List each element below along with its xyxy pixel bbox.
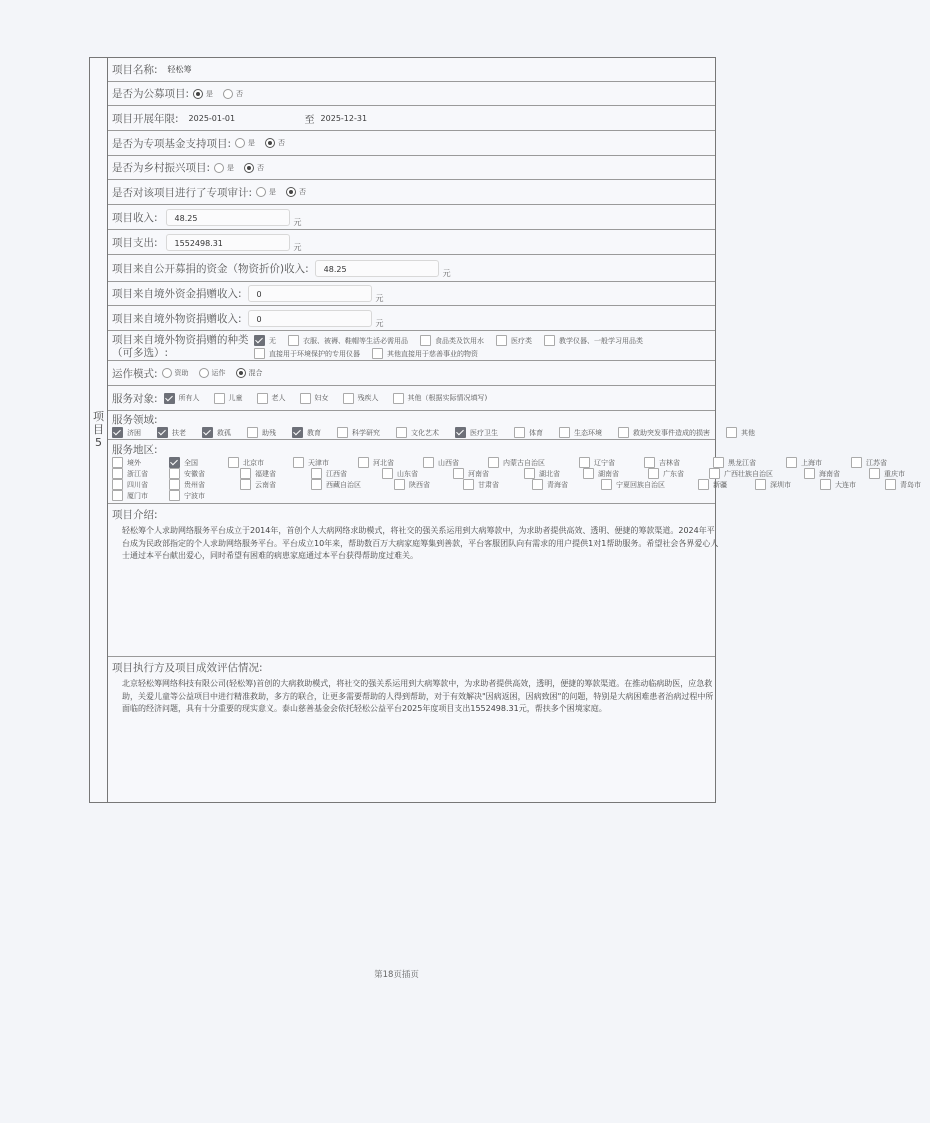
- checkbox[interactable]: [112, 479, 123, 490]
- unit-label: 元: [375, 294, 384, 303]
- checkbox-label: 湖南省: [598, 469, 619, 478]
- checkbox-label: 宁夏回族自治区: [616, 480, 665, 489]
- overseas-fund-label: 项目来自境外资金捐赠收入:: [112, 288, 242, 300]
- checkbox-label: 其他直接用于慈善事业的物资: [387, 349, 478, 358]
- checkbox[interactable]: [247, 427, 258, 438]
- checkbox-item[interactable]: [490, 335, 538, 346]
- side-char: 目: [93, 423, 104, 436]
- option-label: 是: [206, 89, 214, 98]
- checkbox-label: 教育: [307, 428, 321, 437]
- checkbox-label: 辽宁省: [594, 458, 615, 467]
- checkbox[interactable]: [169, 457, 180, 468]
- checkbox-label: 其他: [741, 428, 755, 437]
- checkbox-label: 吉林省: [659, 458, 680, 467]
- checkbox-label: 救孤: [217, 428, 231, 437]
- checkbox-label: 新疆: [713, 480, 727, 489]
- checkbox[interactable]: [532, 479, 543, 490]
- checkbox-item[interactable]: [163, 479, 234, 490]
- side-char: 5: [95, 436, 102, 449]
- checkbox[interactable]: [157, 427, 168, 438]
- checkbox-item[interactable]: [749, 479, 814, 490]
- checkbox[interactable]: [300, 393, 311, 404]
- introduction-label: 项目介绍:: [112, 509, 158, 521]
- checkbox[interactable]: [358, 457, 369, 468]
- checkbox-item[interactable]: [612, 427, 720, 438]
- income-label: 项目收入:: [112, 211, 158, 224]
- checkbox-item[interactable]: [158, 393, 208, 404]
- period-end[interactable]: 2025-12-31: [320, 113, 368, 123]
- checkbox-item[interactable]: [390, 427, 449, 438]
- checkbox-item[interactable]: [388, 479, 457, 490]
- checkbox-label: 医疗卫生: [470, 428, 498, 437]
- checkbox-item[interactable]: [482, 457, 573, 468]
- row-service-fields: [108, 411, 755, 440]
- project-form-table: [89, 57, 921, 803]
- checkbox-item[interactable]: [845, 457, 896, 468]
- checkbox-label: 江苏省: [866, 458, 887, 467]
- checkbox[interactable]: [851, 457, 862, 468]
- checkbox-label: 浙江省: [127, 469, 148, 478]
- checkbox-item[interactable]: [707, 457, 780, 468]
- checkbox-label: 文化艺术: [411, 428, 439, 437]
- checkbox[interactable]: [393, 393, 404, 404]
- checkbox[interactable]: [343, 393, 354, 404]
- checkbox[interactable]: [372, 348, 383, 359]
- checkbox-label: 陕西省: [409, 480, 430, 489]
- checkbox-item[interactable]: [553, 427, 612, 438]
- checkbox-label: 云南省: [255, 480, 276, 489]
- checkbox-item[interactable]: [248, 348, 366, 359]
- period-separator: 至: [304, 114, 315, 126]
- checkbox-item[interactable]: [387, 393, 488, 404]
- checkbox-label: 其他（根据实际情况填写): [407, 394, 488, 402]
- checkbox[interactable]: [214, 393, 225, 404]
- overseas-material-label: 项目来自境外物资捐赠收入:: [112, 312, 242, 325]
- checkbox-item[interactable]: [163, 468, 234, 479]
- checkbox-item[interactable]: [241, 427, 286, 438]
- checkbox-item[interactable]: [337, 393, 387, 404]
- checkbox-item[interactable]: [414, 335, 490, 346]
- checkbox-label: 上海市: [801, 458, 822, 467]
- checkbox[interactable]: [648, 468, 659, 479]
- row-income: [108, 205, 715, 230]
- public-fundraising-no-radio[interactable]: [223, 89, 233, 99]
- checkbox-item[interactable]: [577, 468, 642, 479]
- checkbox-item[interactable]: [538, 335, 643, 346]
- mode-funding-radio[interactable]: [162, 368, 172, 378]
- checkbox-item[interactable]: [447, 468, 518, 479]
- checkbox-item[interactable]: [703, 468, 798, 479]
- checkbox[interactable]: [804, 468, 815, 479]
- checkbox-label: 医疗类: [511, 336, 532, 345]
- checkbox-label: 助残: [262, 428, 276, 437]
- option-label: 否: [257, 163, 265, 172]
- checkbox[interactable]: [579, 457, 590, 468]
- checkbox-item[interactable]: [879, 479, 930, 490]
- operation-mode-label: 运作模式:: [112, 367, 158, 380]
- option-label: 是: [227, 163, 235, 172]
- checkbox-label: 宁波市: [184, 491, 205, 500]
- checkbox-label: 福建省: [255, 469, 276, 478]
- checkbox-label: 广西壮族自治区: [724, 469, 773, 478]
- checkbox-label: 青海省: [547, 480, 568, 489]
- checkbox-item[interactable]: [163, 490, 214, 501]
- checkbox-item[interactable]: [106, 468, 163, 479]
- checkbox-item[interactable]: [234, 468, 305, 479]
- material-types-options: [248, 334, 643, 360]
- service-fields-label: 服务领域:: [112, 414, 158, 426]
- public-fundraising-label: 是否为公募项目:: [112, 88, 190, 100]
- checkbox[interactable]: [544, 335, 555, 346]
- checkbox[interactable]: [394, 479, 405, 490]
- checkbox-label: 贵州省: [184, 480, 205, 489]
- checkbox-label: 衣服、被褥、鞋帽等生活必需用品: [303, 336, 408, 345]
- mode-mixed-radio[interactable]: [236, 368, 246, 378]
- checkbox-label: 四川省: [127, 480, 148, 489]
- checkbox[interactable]: [559, 427, 570, 438]
- checkbox[interactable]: [496, 335, 507, 346]
- checkbox-label: 直接用于环境保护的专用仪器: [269, 349, 360, 358]
- checkbox-label: 山东省: [397, 469, 418, 478]
- service-fields-options: [106, 427, 765, 438]
- checkbox-label: 体育: [529, 428, 543, 437]
- service-regions-options: [106, 457, 930, 501]
- rural-label: 是否为乡村振兴项目:: [112, 162, 211, 174]
- checkbox-item[interactable]: [251, 393, 294, 404]
- option-label: 否: [278, 139, 286, 147]
- checkbox[interactable]: [112, 457, 123, 468]
- project-name-value: 轻松筹: [167, 65, 192, 74]
- checkbox-item[interactable]: [305, 468, 376, 479]
- checkbox-label: 厦门市: [127, 491, 148, 500]
- options-line: [248, 347, 643, 360]
- checkbox-label: 救助突发事件造成的损害: [633, 428, 710, 437]
- checkbox-label: 江西省: [326, 469, 347, 478]
- checkbox-item[interactable]: [638, 457, 707, 468]
- public-fundraising-yes-radio[interactable]: [193, 89, 203, 99]
- checkbox-label: 教学仪器、一般学习用品类: [559, 336, 643, 345]
- checkbox[interactable]: [726, 427, 737, 438]
- form-content: [108, 58, 921, 802]
- row-public-fundraising: [108, 82, 715, 106]
- row-project-name: [108, 58, 715, 82]
- checkbox[interactable]: [463, 479, 474, 490]
- public-donation-label: 项目来自公开募捐的资金（物资折价)收入:: [112, 262, 309, 275]
- checkbox[interactable]: [583, 468, 594, 479]
- checkbox[interactable]: [112, 468, 123, 479]
- checkbox-item[interactable]: [248, 335, 282, 346]
- checkbox[interactable]: [293, 457, 304, 468]
- checkbox-label: 妇女: [314, 394, 329, 402]
- checkbox-item[interactable]: [642, 468, 703, 479]
- checkbox[interactable]: [382, 468, 393, 479]
- checkbox-item[interactable]: [234, 479, 305, 490]
- checkbox-label: 黑龙江省: [728, 458, 756, 467]
- checkbox[interactable]: [698, 479, 709, 490]
- checkbox[interactable]: [112, 427, 123, 438]
- checkbox-item[interactable]: [798, 468, 863, 479]
- checkbox[interactable]: [202, 427, 213, 438]
- checkbox-label: 天津市: [308, 458, 329, 467]
- special-fund-label: 是否为专项基金支持项目:: [112, 137, 232, 150]
- checkbox-item[interactable]: [449, 427, 508, 438]
- checkbox[interactable]: [524, 468, 535, 479]
- checkbox[interactable]: [254, 348, 265, 359]
- unit-label: 元: [442, 268, 451, 278]
- checkbox-item[interactable]: [457, 479, 526, 490]
- checkbox[interactable]: [288, 335, 299, 346]
- checkbox-item[interactable]: [814, 479, 879, 490]
- expense-label: 项目支出:: [112, 236, 158, 249]
- checkbox-label: 湖北省: [539, 469, 560, 478]
- checkbox-item[interactable]: [222, 457, 287, 468]
- checkbox-item[interactable]: [106, 490, 163, 501]
- audit-yes-radio[interactable]: [256, 187, 266, 197]
- checkbox-label: 大连市: [835, 480, 856, 489]
- regions-line: [106, 490, 930, 501]
- checkbox-item[interactable]: [151, 427, 196, 438]
- checkbox-label: 科学研究: [352, 428, 380, 437]
- options-line: [248, 334, 643, 347]
- row-public-donation-income: [108, 255, 715, 282]
- material-types-label: 项目来自境外物资捐赠的种类: [112, 334, 249, 346]
- checkbox[interactable]: [257, 393, 268, 404]
- checkbox-label: 西藏自治区: [326, 480, 361, 489]
- checkbox-item[interactable]: [526, 479, 595, 490]
- checkbox-label: 所有人: [178, 394, 200, 402]
- audit-no-radio[interactable]: [286, 187, 296, 197]
- overseas-fund-input[interactable]: 0: [248, 285, 372, 302]
- checkbox[interactable]: [618, 427, 629, 438]
- option-label: 是: [269, 188, 277, 196]
- checkbox[interactable]: [169, 468, 180, 479]
- special-fund-no-radio[interactable]: [265, 138, 275, 148]
- row-expense: [108, 230, 715, 255]
- checkbox-label: 甘肃省: [478, 480, 499, 489]
- checkbox[interactable]: [514, 427, 525, 438]
- checkbox-item[interactable]: [376, 468, 447, 479]
- checkbox-label: 内蒙古自治区: [503, 458, 545, 467]
- checkbox[interactable]: [488, 457, 499, 468]
- checkbox-label: 河北省: [373, 458, 394, 467]
- checkbox[interactable]: [601, 479, 612, 490]
- checkbox[interactable]: [228, 457, 239, 468]
- checkbox-item[interactable]: [305, 479, 388, 490]
- material-types-label-block: [112, 334, 248, 360]
- checkbox-item[interactable]: [417, 457, 482, 468]
- service-targets-label: 服务对象:: [112, 392, 158, 405]
- checkbox-item[interactable]: [106, 427, 151, 438]
- mode-operation-radio[interactable]: [199, 368, 209, 378]
- checkbox[interactable]: [254, 335, 265, 346]
- row-service-targets: [108, 386, 715, 411]
- checkbox-item[interactable]: [287, 457, 352, 468]
- checkbox[interactable]: [455, 427, 466, 438]
- checkbox-label: 北京市: [243, 458, 264, 467]
- checkbox-label: 老人: [271, 394, 286, 402]
- checkbox-item[interactable]: [518, 468, 577, 479]
- checkbox-label: 儿童: [228, 394, 243, 402]
- checkbox[interactable]: [169, 479, 180, 490]
- option-label: 运作: [211, 369, 226, 377]
- checkbox[interactable]: [112, 490, 123, 501]
- checkbox-item[interactable]: [720, 427, 765, 438]
- checkbox-item[interactable]: [352, 457, 417, 468]
- row-period: [108, 106, 715, 131]
- checkbox-item[interactable]: [331, 427, 390, 438]
- row-service-regions: [108, 440, 921, 504]
- checkbox-label: 广东省: [663, 469, 684, 478]
- unit-label: 元: [375, 318, 384, 328]
- execution-text[interactable]: 北京轻松筹网络科技有限公司(轻松筹)首创的大病救助模式，将社交的强关系运用到大病筹款中，为求助者提供高效，透明，便捷的筹款渠道。在推动临病助医，应急救助，关爱儿童等公益项目中进行精准救助，多方的联合，让更多需要帮助的人得到帮助，对于有效解决"因病返困，因病致困"的问题，特别是大病困难患者治病过程中所面临的经济问题，具有十分重要的现实意义。泰山慈善基金会依托轻松公益平台2025年度项目支出1552498.31元，帮扶多个困境家庭。: [122, 679, 714, 713]
- checkbox[interactable]: [820, 479, 831, 490]
- checkbox[interactable]: [869, 468, 880, 479]
- checkbox-item[interactable]: [366, 348, 478, 359]
- rural-yes-radio[interactable]: [214, 163, 224, 173]
- checkbox-label: 无: [269, 336, 276, 345]
- checkbox-item[interactable]: [196, 427, 241, 438]
- checkbox-label: 全国: [184, 458, 198, 467]
- regions-line: [106, 479, 930, 490]
- unit-label: 元: [293, 242, 302, 252]
- checkbox[interactable]: [423, 457, 434, 468]
- checkbox[interactable]: [292, 427, 303, 438]
- checkbox-item[interactable]: [508, 427, 553, 438]
- service-regions-label: 服务地区:: [112, 444, 158, 456]
- audit-label: 是否对该项目进行了专项审计:: [112, 186, 253, 199]
- period-start[interactable]: 2025-01-01: [188, 113, 236, 123]
- checkbox-item[interactable]: [863, 468, 914, 479]
- row-introduction: [108, 504, 719, 657]
- row-special-fund: [108, 131, 715, 156]
- checkbox-label: 安徽省: [184, 469, 205, 478]
- checkbox-item[interactable]: [595, 479, 692, 490]
- row-execution: [108, 657, 715, 805]
- checkbox[interactable]: [311, 468, 322, 479]
- regions-line: [106, 457, 930, 468]
- side-char: 项: [93, 410, 104, 423]
- checkbox-item[interactable]: [208, 393, 251, 404]
- checkbox-label: 青岛市: [900, 480, 921, 489]
- checkbox-item[interactable]: [294, 393, 337, 404]
- checkbox-item[interactable]: [780, 457, 845, 468]
- checkbox[interactable]: [786, 457, 797, 468]
- checkbox-item[interactable]: [106, 457, 163, 468]
- side-label: [90, 410, 107, 449]
- checkbox-item[interactable]: [692, 479, 749, 490]
- unit-label: 元: [293, 217, 302, 227]
- checkbox[interactable]: [311, 479, 322, 490]
- project-name-label: 项目名称:: [112, 64, 158, 76]
- row-operation-mode: [108, 361, 715, 386]
- checkbox-item[interactable]: [282, 335, 414, 346]
- checkbox[interactable]: [885, 479, 896, 490]
- checkbox-item[interactable]: [163, 457, 222, 468]
- checkbox-label: 海南省: [819, 469, 840, 478]
- option-label: 否: [299, 188, 307, 196]
- checkbox[interactable]: [164, 393, 175, 404]
- checkbox[interactable]: [709, 468, 720, 479]
- checkbox[interactable]: [755, 479, 766, 490]
- checkbox[interactable]: [713, 457, 724, 468]
- special-fund-yes-radio[interactable]: [235, 138, 245, 148]
- checkbox-label: 重庆市: [884, 469, 905, 478]
- checkbox-label: 食品类及饮用水: [435, 336, 484, 345]
- checkbox-label: 扶老: [172, 428, 186, 437]
- checkbox-label: 生态环境: [574, 428, 602, 437]
- checkbox[interactable]: [396, 427, 407, 438]
- page-footer: 第18页插页: [374, 970, 419, 980]
- checkbox-label: 河南省: [468, 469, 489, 478]
- checkbox[interactable]: [644, 457, 655, 468]
- row-rural-revitalization: [108, 156, 715, 180]
- checkbox[interactable]: [169, 490, 180, 501]
- public-donation-input[interactable]: 48.25: [315, 260, 439, 277]
- row-special-audit: [108, 180, 715, 205]
- execution-label: 项目执行方及项目成效评估情况:: [112, 662, 263, 674]
- rural-no-radio[interactable]: [244, 163, 254, 173]
- income-input[interactable]: 48.25: [166, 209, 290, 226]
- checkbox[interactable]: [240, 468, 251, 479]
- row-overseas-material-income: [108, 306, 715, 331]
- checkbox-label: 境外: [127, 458, 141, 467]
- overseas-material-input[interactable]: 0: [248, 310, 372, 327]
- option-label: 混合: [248, 369, 263, 377]
- material-types-label-2: （可多选）:: [112, 347, 169, 359]
- checkbox-item[interactable]: [106, 479, 163, 490]
- option-label: 否: [236, 89, 244, 98]
- option-label: 资助: [174, 369, 189, 377]
- expense-input[interactable]: 1552498.31: [166, 234, 290, 251]
- introduction-text[interactable]: 轻松筹个人求助网络服务平台成立于2014年，首创个人大病网络求助模式，将社交的强关系运用到大病筹款中，为求助者提供高效、透明、便捷的筹款渠道。2024年平台成为民政部指定的个人求助网络服务平台。平台成立10年来，帮助数百万大病家庭筹集到善款，平台客服团队向有需求的用户提供1对1帮助服务。希望社会各界爱心人士通过本平台献出爱心，同时希望有困难的病患家庭通过本平台获得帮助度过难关。: [122, 526, 719, 560]
- checkbox-label: 济困: [127, 428, 141, 437]
- checkbox[interactable]: [240, 479, 251, 490]
- checkbox[interactable]: [453, 468, 464, 479]
- period-label: 项目开展年限:: [112, 112, 179, 125]
- checkbox-item[interactable]: [286, 427, 331, 438]
- regions-line: [106, 468, 930, 479]
- checkbox[interactable]: [420, 335, 431, 346]
- option-label: 是: [248, 139, 256, 147]
- row-overseas-material-types: [108, 331, 715, 361]
- checkbox-label: 残疾人: [357, 394, 379, 402]
- checkbox-item[interactable]: [573, 457, 638, 468]
- checkbox-label: 深圳市: [770, 480, 791, 489]
- checkbox[interactable]: [337, 427, 348, 438]
- checkbox-label: 山西省: [438, 458, 459, 467]
- row-overseas-fund-income: [108, 282, 715, 306]
